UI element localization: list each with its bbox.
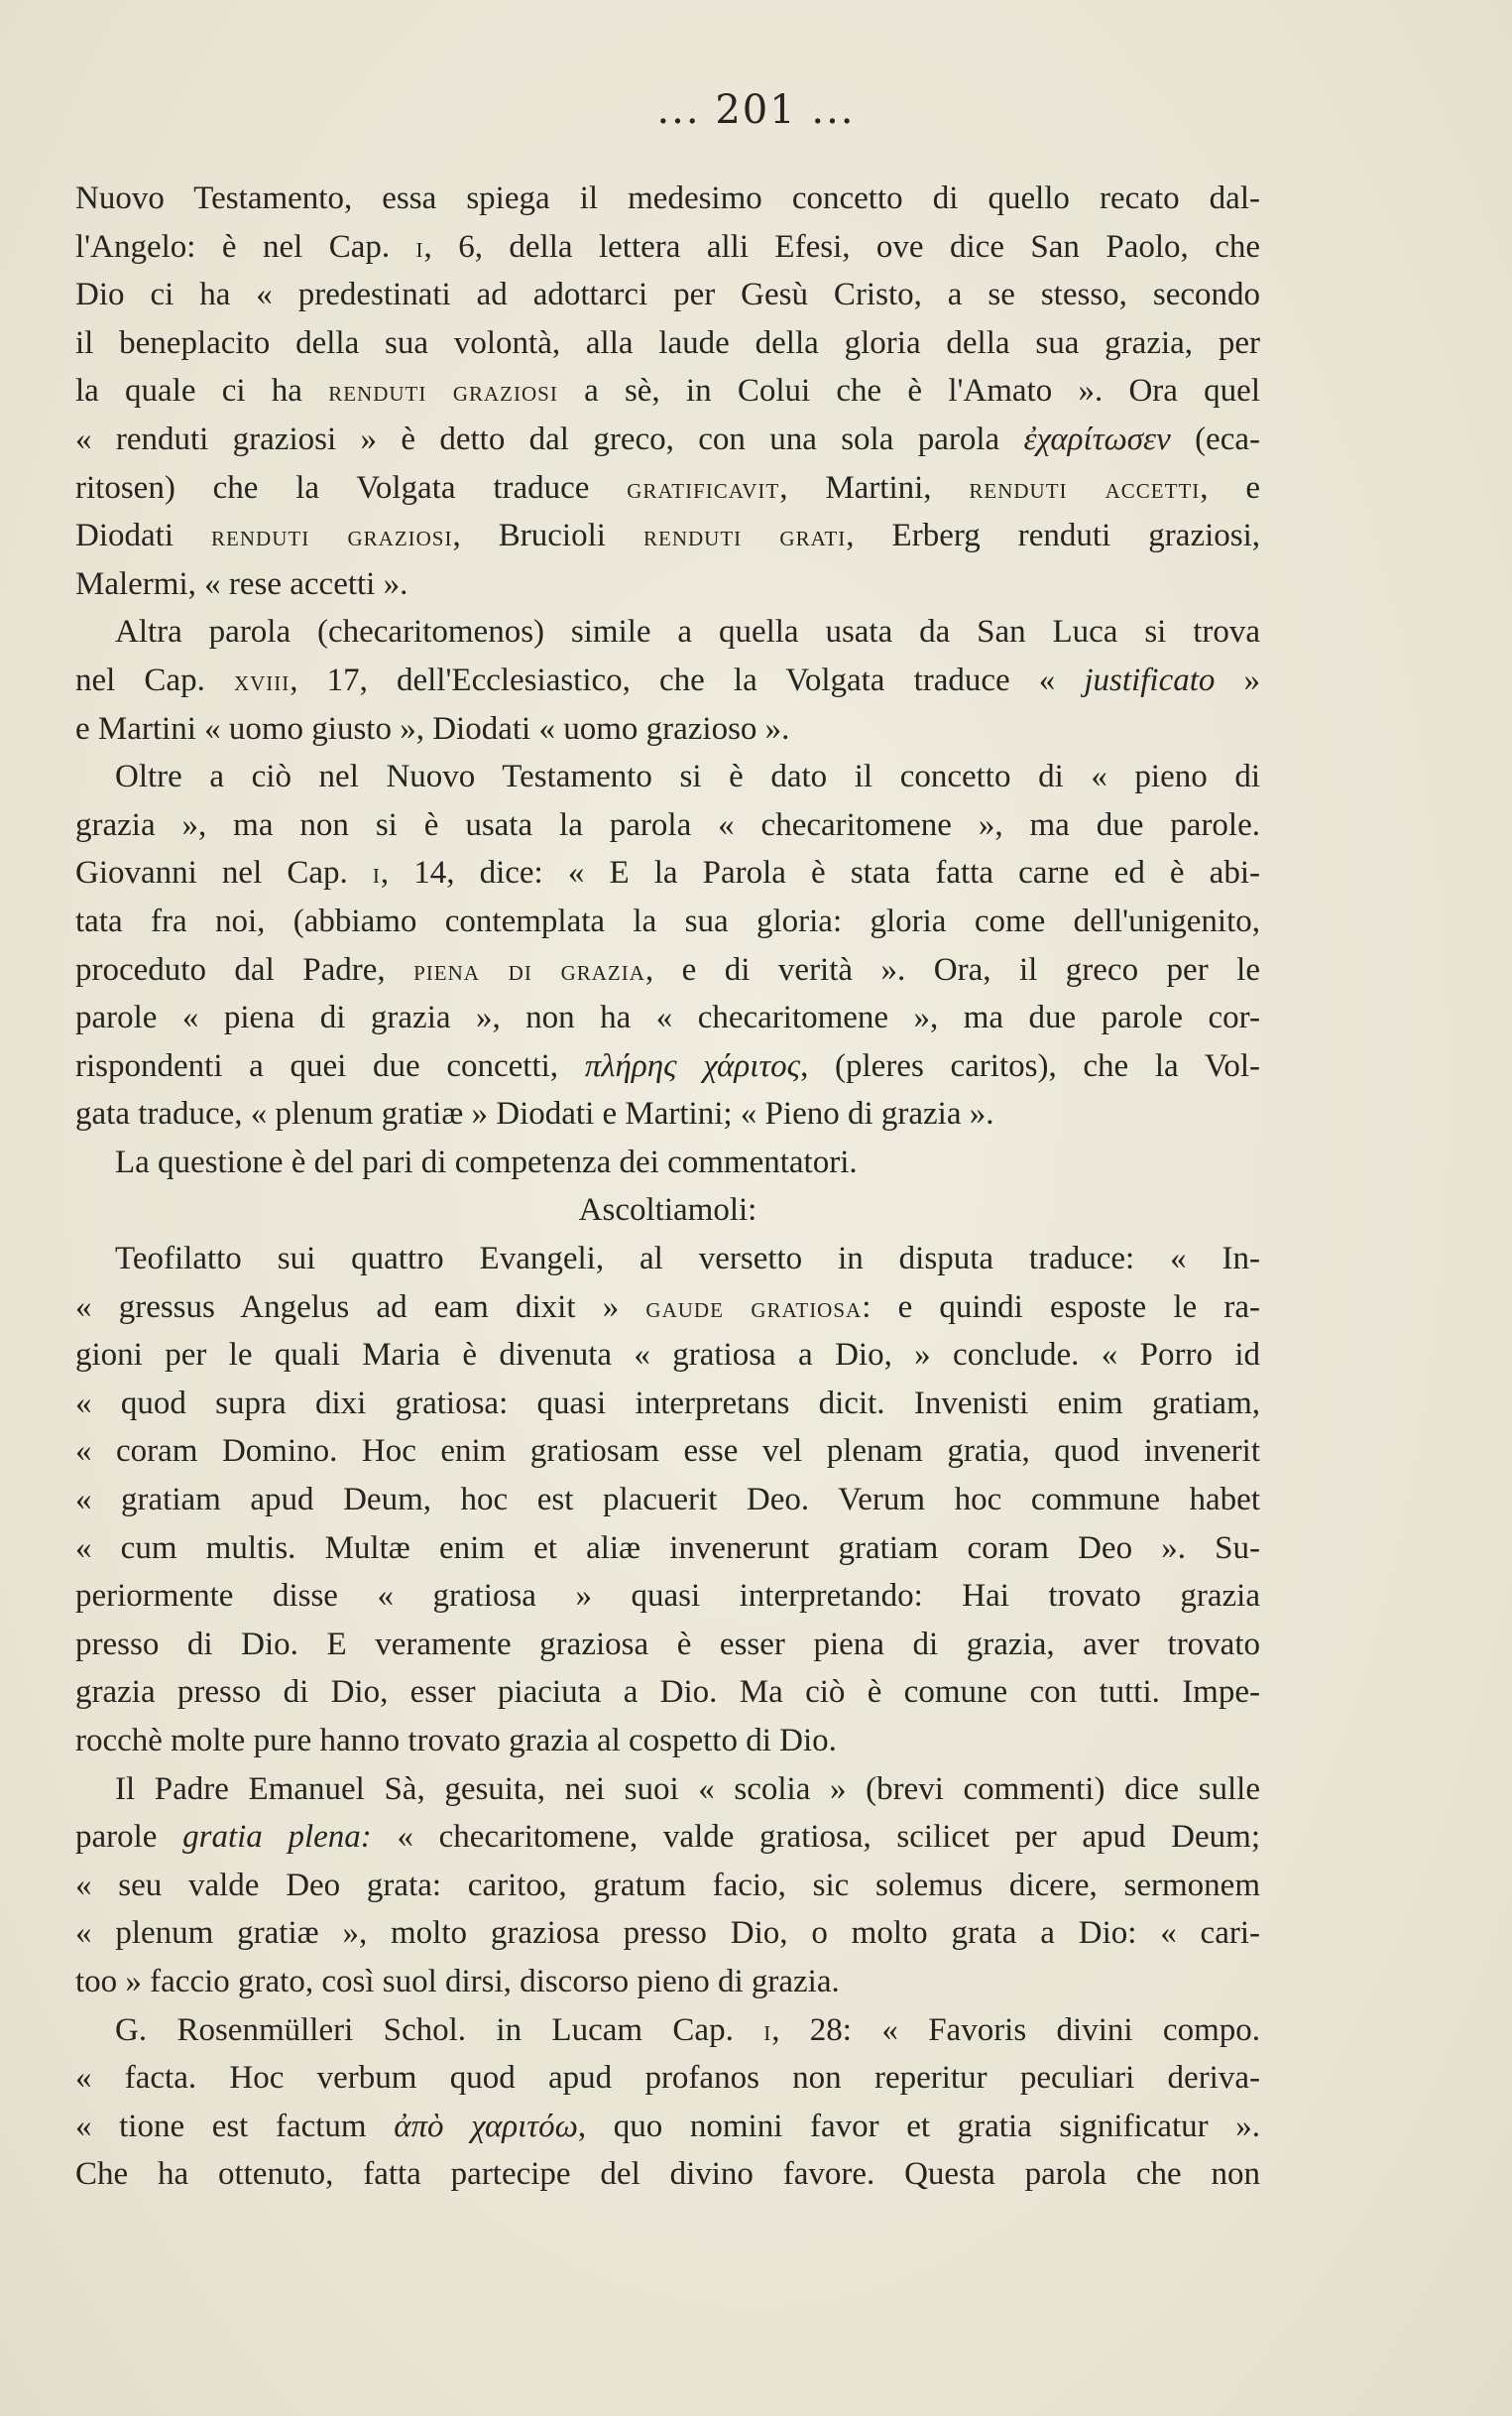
line-text: La questione è del pari di competenza dei commentatori. (115, 1144, 858, 1180)
line-text: » (1215, 662, 1260, 698)
line-text: tata fra noi, (abbiamo contemplata la sua gloria: gloria come dell'unigenito, (75, 903, 1260, 939)
line-text: a sè, in Colui che è l'Amato ». Ora quel (557, 373, 1260, 410)
text-line (75, 1668, 1260, 1717)
text-line (75, 1235, 1260, 1283)
line-text: Diodati (75, 518, 212, 554)
line-text: , e (1200, 469, 1260, 506)
text-line (75, 1380, 1260, 1428)
line-text: e Martini « uomo giusto », Diodati « uomo grazioso ». (75, 710, 790, 747)
line-text: proceduto dal Padre, (75, 951, 414, 988)
small-caps-text: gratificavit (627, 471, 780, 505)
text-line (75, 994, 1260, 1042)
text-line (75, 946, 1260, 995)
italic-text: πλήρης χάριτος (584, 1047, 801, 1084)
text-line (75, 1427, 1260, 1476)
text-line (75, 560, 1260, 609)
line-text: , quo nomini favor et gratia significatur ». (577, 2108, 1260, 2144)
text-line (75, 1042, 1260, 1091)
line-text: la quale ci ha (75, 373, 329, 410)
text-line (75, 2150, 1260, 2199)
text-line (75, 1765, 1260, 1814)
line-text: presso di Dio. E veramente graziosa è esser piena di grazia, aver trovato (75, 1626, 1260, 1662)
text-line (75, 1090, 1260, 1139)
line-text: , (pleres caritos), che la Vol- (800, 1047, 1260, 1084)
line-text: , Erberg renduti graziosi, (846, 518, 1260, 554)
text-line (75, 1958, 1260, 2006)
text-line (75, 1717, 1260, 1765)
text-line (75, 608, 1260, 657)
line-text: l'Angelo: è nel Cap. (75, 228, 416, 265)
line-text: rocchè molte pure hanno trovato grazia al cospetto di Dio. (75, 1723, 837, 1758)
text-line (75, 223, 1260, 272)
line-text: , Martini, (779, 469, 970, 506)
text-line (75, 512, 1260, 560)
small-caps-text: renduti accetti (969, 471, 1201, 505)
body-text (75, 175, 1260, 2199)
line-text: ritosen) che la Volgata traduce (75, 469, 628, 506)
text-line (75, 1813, 1260, 1862)
line-text: grazia », ma non si è usata la parola « checaritomene », ma due parole. (75, 806, 1260, 843)
small-caps-text: gaude gratiosa (645, 1290, 863, 1324)
small-caps-text: xviii (233, 664, 291, 697)
italic-text: justificato (1084, 662, 1216, 698)
line-text: , 14, dice: « E la Parola è stata fatta carne ed è abi- (380, 855, 1260, 892)
page-number: ... 201 ... (656, 87, 856, 133)
line-text: il beneplacito della sua volontà, alla laude della gloria della sua grazia, per (75, 324, 1260, 361)
text-line (75, 1283, 1260, 1332)
line-text: « coram Domino. Hoc enim gratiosam esse vel plenam gratia, quod invenerit (75, 1433, 1260, 1470)
italic-text: ἐχαρίτωσεν (1023, 421, 1171, 457)
line-text: rispondenti a quei due concetti, (75, 1047, 585, 1084)
text-line (75, 367, 1260, 416)
small-caps-text: i (763, 2013, 772, 2047)
line-text: Oltre a ciò nel Nuovo Testamento si è dato il concetto di « pieno di (115, 759, 1260, 795)
small-caps-text: renduti graziosi (211, 520, 453, 553)
line-text: Che ha ottenuto, fatta partecipe del divino favore. Questa parola che non (75, 2156, 1260, 2193)
line-text: parole « piena di grazia », non ha « checaritomene », ma due parole cor- (75, 1000, 1260, 1036)
text-line (75, 1331, 1260, 1380)
text-line (75, 464, 1260, 513)
small-caps-text: piena di grazia (413, 953, 645, 987)
line-text: grazia presso di Dio, esser piaciuta a Dio. Ma ciò è comune con tutti. Impe- (75, 1674, 1260, 1711)
text-line (75, 1139, 1260, 1187)
line-text: « tione est factum (75, 2108, 395, 2144)
line-text: : e quindi esposte le ra- (862, 1288, 1260, 1325)
italic-text: gratia plena: (182, 1819, 372, 1856)
line-text: G. Rosenmülleri Schol. in Lucam Cap. (115, 2011, 764, 2048)
text-line (75, 2103, 1260, 2151)
text-line (75, 416, 1260, 464)
line-text: Ascoltiamoli: (578, 1192, 757, 1229)
line-text: Altra parola (checaritomenos) simile a quella usata da San Luca si trova (115, 614, 1260, 651)
line-text: too » faccio grato, così suol dirsi, discorso pieno di grazia. (75, 1963, 840, 1999)
line-text: gata traduce, « plenum gratiæ » Diodati e Martini; « Pieno di grazia ». (75, 1096, 994, 1133)
line-text: « facta. Hoc verbum quod apud profanos non reperitur peculiari deriva- (75, 2060, 1260, 2097)
line-text: (eca- (1170, 421, 1260, 457)
line-text: parole (75, 1819, 183, 1856)
text-line (75, 849, 1260, 898)
text-line (75, 1186, 1260, 1235)
line-text: Teofilatto sui quattro Evangeli, al versetto in disputa traduce: « In- (115, 1241, 1260, 1277)
line-text: nel Cap. (75, 662, 234, 698)
line-text: , 28: « Favoris divini compo. (771, 2011, 1260, 2048)
text-line (75, 898, 1260, 946)
text-line (75, 1524, 1260, 1573)
line-text: Dio ci ha « predestinati ad adottarci per Gesù Cristo, a se stesso, secondo (75, 277, 1260, 313)
text-line (75, 271, 1260, 319)
line-text: « renduti graziosi » è detto dal greco, con una sola parola (75, 421, 1024, 457)
small-caps-text: i (372, 857, 381, 891)
text-line (75, 1909, 1260, 1958)
line-text: « seu valde Deo grata: caritoo, gratum facio, sic solemus dicere, sermonem (75, 1867, 1260, 1903)
small-caps-text: renduti graziosi (328, 375, 558, 409)
text-line (75, 1621, 1260, 1669)
line-text: « quod supra dixi gratiosa: quasi interpretans dicit. Invenisti enim gratiam, (75, 1385, 1260, 1421)
line-text: gioni per le quali Maria è divenuta « gratiosa a Dio, » conclude. « Porro id (75, 1337, 1260, 1374)
text-line (75, 1476, 1260, 1524)
text-line (75, 705, 1260, 754)
text-line (75, 175, 1260, 223)
line-text: , e di verità ». Ora, il greco per le (644, 951, 1260, 988)
text-line (75, 1572, 1260, 1621)
small-caps-text: renduti grati (642, 520, 847, 553)
line-text: Giovanni nel Cap. (75, 855, 373, 892)
line-text: , 6, della lettera alli Efesi, ove dice San Paolo, che (423, 228, 1260, 265)
text-line (75, 753, 1260, 801)
line-text: « cum multis. Multæ enim et aliæ invenerunt gratiam coram Deo ». Su- (75, 1529, 1260, 1566)
line-text: « plenum gratiæ », molto graziosa presso Dio, o molto grata a Dio: « cari- (75, 1915, 1260, 1952)
text-line (75, 801, 1260, 850)
line-text: « checaritomene, valde gratiosa, scilicet per apud Deum; (371, 1819, 1260, 1856)
text-line (75, 657, 1260, 705)
line-text: Nuovo Testamento, essa spiega il medesimo concetto di quello recato dal- (75, 181, 1260, 216)
line-text: « gressus Angelus ad eam dixit » (75, 1288, 646, 1325)
italic-text: ἀπὸ χαριτόω (394, 2108, 578, 2144)
small-caps-text: i (415, 230, 424, 264)
line-text: , Brucioli (452, 518, 643, 554)
line-text: « gratiam apud Deum, hoc est placuerit Deo. Verum hoc commune habet (75, 1482, 1260, 1518)
text-line (75, 2006, 1260, 2055)
line-text: Il Padre Emanuel Sà, gesuita, nei suoi « scolia » (brevi commenti) dice sulle (115, 1770, 1260, 1807)
text-line (75, 2054, 1260, 2103)
line-text: periormente disse « gratiosa » quasi interpretando: Hai trovato grazia (75, 1578, 1260, 1615)
text-line (75, 1862, 1260, 1910)
line-text: , 17, dell'Ecclesiastico, che la Volgata traduce « (290, 662, 1085, 698)
line-text: Malermi, « rese accetti ». (75, 565, 408, 602)
text-line (75, 319, 1260, 368)
